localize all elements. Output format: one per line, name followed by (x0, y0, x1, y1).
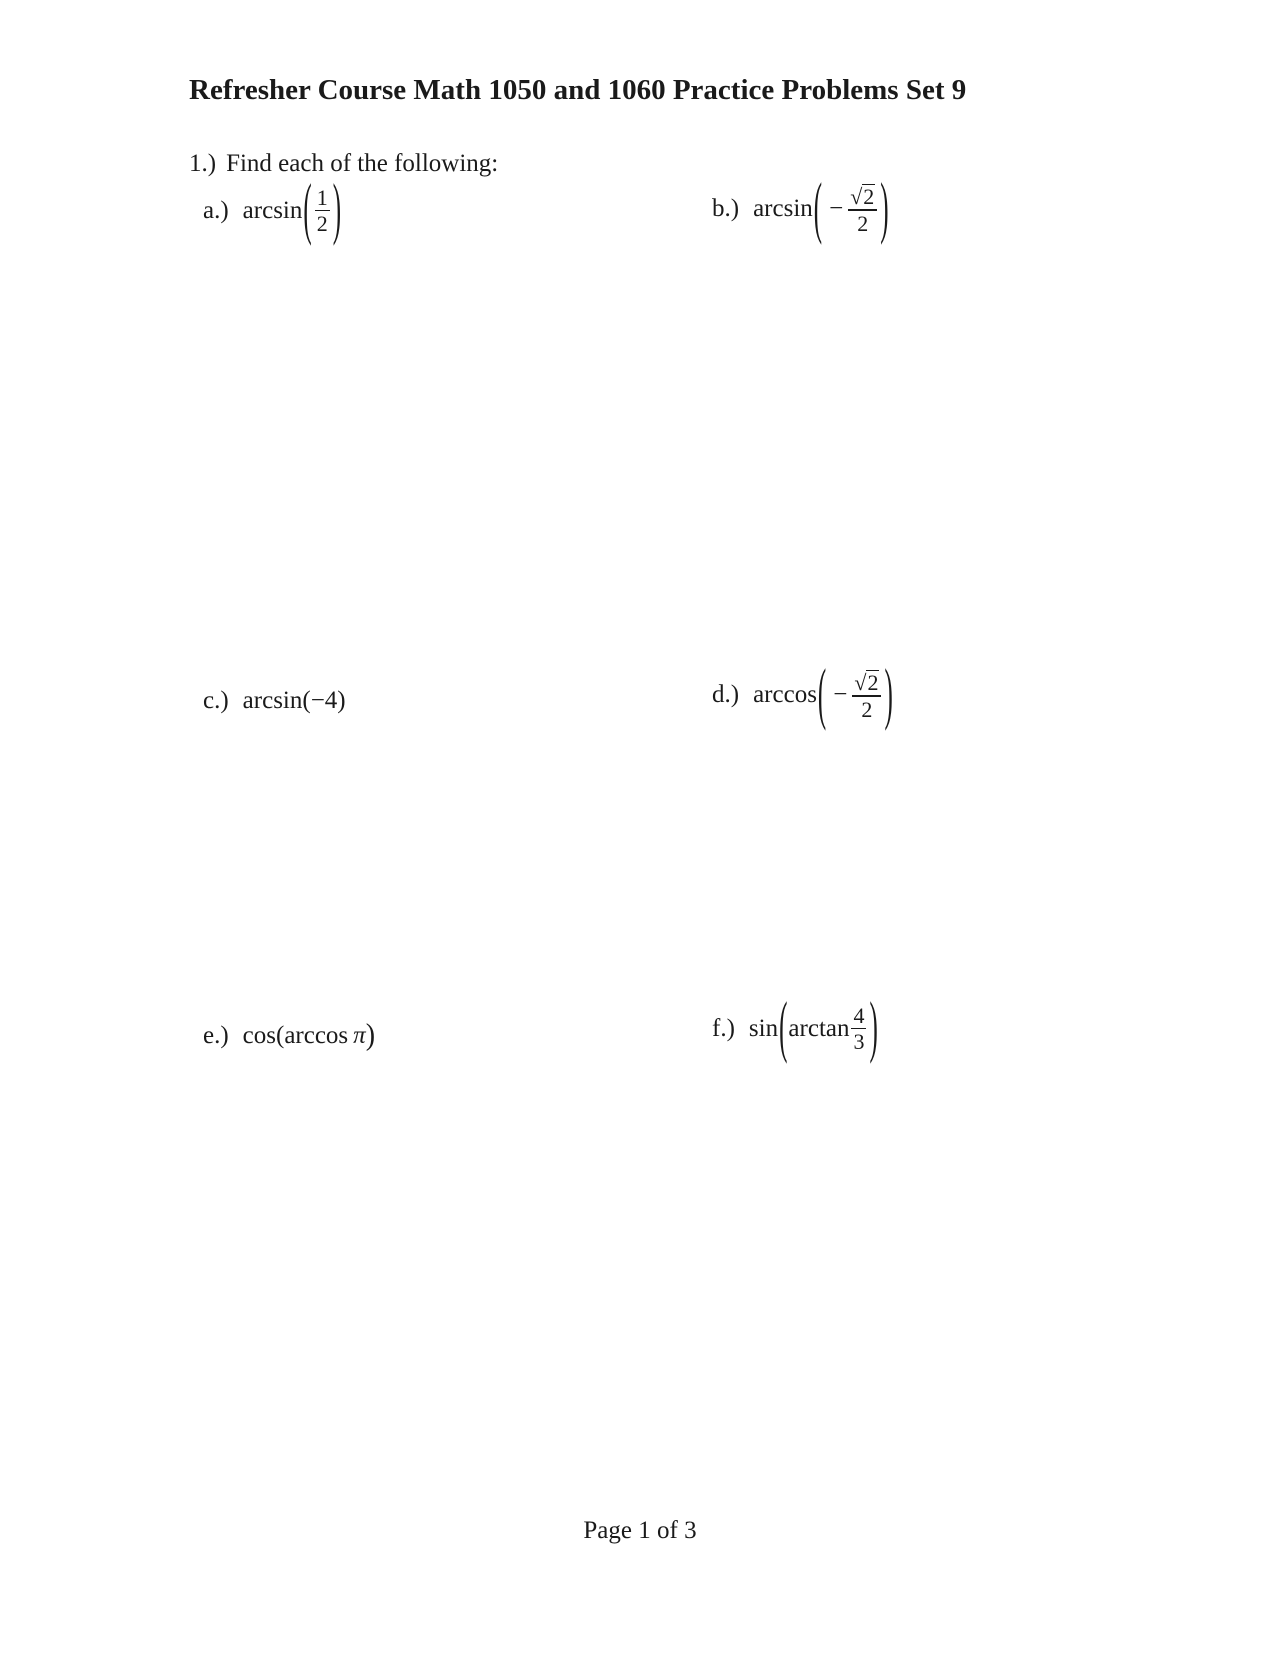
problem-e-label: e.) (203, 1022, 229, 1049)
problem-d-label: d.) (712, 681, 740, 709)
fraction-numerator: 1 (316, 185, 328, 210)
radical-sign: √ (854, 670, 867, 696)
square-root (854, 670, 879, 694)
question-number: 1.) (189, 150, 217, 177)
problem-a-function: arcsin (242, 196, 303, 224)
fraction-numerator (852, 670, 881, 695)
page-title: Refresher Course Math 1050 and 1060 Practice Problems Set 9 (189, 74, 967, 106)
left-paren: ( (817, 658, 827, 733)
fraction-denominator: 2 (857, 210, 869, 236)
right-paren: ) (884, 658, 893, 733)
question-text: Find each of the following: (226, 150, 499, 177)
problem-a-fraction (315, 186, 330, 236)
question-prompt (189, 150, 498, 178)
problem-f-label: f.) (712, 1014, 735, 1042)
fraction-denominator: 2 (861, 696, 873, 722)
page-number: Page 1 of 3 (583, 1517, 697, 1544)
pi-symbol: π (353, 1022, 366, 1049)
problem-d-function: arccos (753, 681, 817, 709)
left-paren: ( (303, 173, 312, 248)
problem-e (203, 1018, 376, 1053)
fraction-denominator: 3 (853, 1029, 865, 1055)
problem-f-fraction (851, 1004, 866, 1054)
right-paren: ) (365, 1018, 376, 1053)
problem-b-function: arcsin (753, 195, 813, 223)
problem-b (712, 172, 890, 247)
fraction-numerator: 4 (853, 1003, 865, 1028)
problem-b-label: b.) (712, 195, 740, 223)
radical-sign: √ (850, 184, 863, 210)
problem-d (712, 658, 894, 733)
radicand: 2 (863, 184, 875, 209)
problem-f (712, 991, 879, 1066)
right-paren: ) (332, 173, 342, 248)
minus-sign: − (833, 681, 848, 709)
problem-e-expression: cos(arccos (242, 1022, 349, 1049)
minus-sign: − (829, 195, 844, 223)
problem-f-outer-function: sin (748, 1014, 779, 1042)
radicand: 2 (867, 670, 879, 695)
problem-f-inner-function: arctan (788, 1014, 850, 1042)
problem-d-fraction (852, 670, 881, 721)
left-paren: ( (813, 172, 823, 247)
problem-b-fraction (848, 184, 877, 235)
right-paren: ) (880, 172, 889, 247)
problem-a-label: a.) (203, 196, 229, 224)
fraction-denominator: 2 (316, 211, 328, 237)
square-root (850, 184, 875, 208)
left-paren: ( (779, 991, 788, 1066)
right-paren: ) (869, 991, 878, 1066)
problem-c-label: c.) (203, 687, 229, 714)
problem-c-expression: arcsin(−4) (242, 687, 346, 714)
problem-a (203, 173, 342, 248)
problem-c (203, 687, 346, 715)
fraction-numerator (848, 184, 877, 209)
